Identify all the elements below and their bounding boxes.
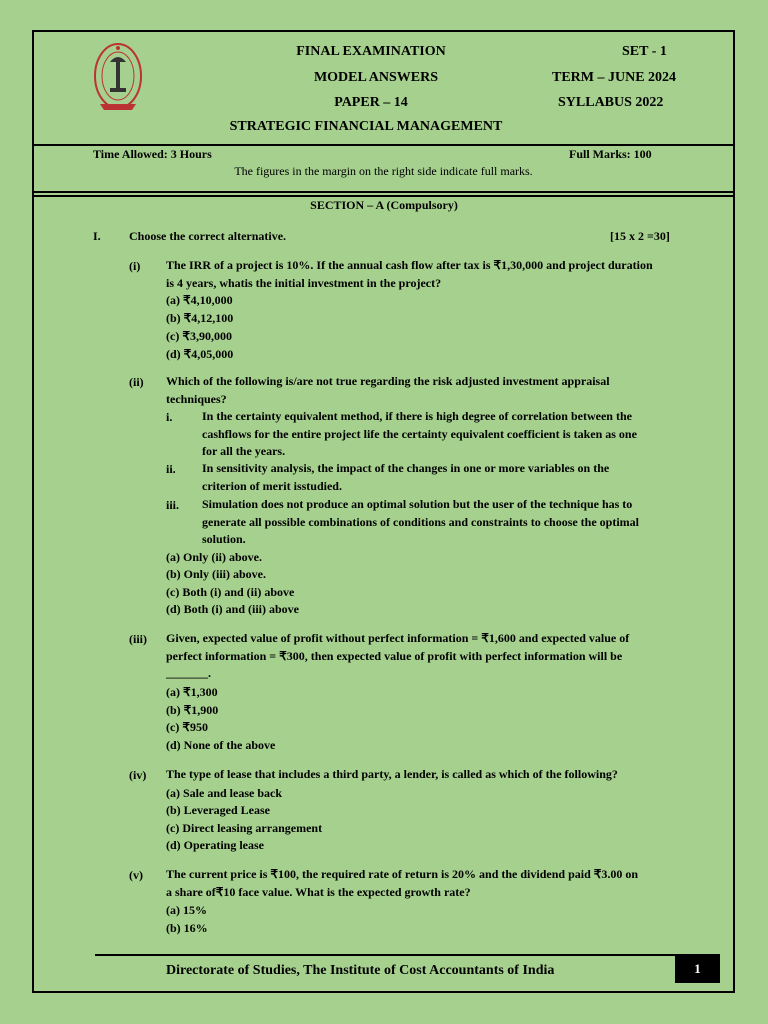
option: (a) ₹4,10,000 (166, 293, 233, 307)
option: (a) 15% (166, 903, 207, 917)
subitem-text (202, 496, 674, 549)
header-title-4: STRATEGIC FINANCIAL MANAGEMENT (229, 119, 503, 134)
question-line: perfect information = ₹300, then expected value of profit with perfect information will be (166, 648, 623, 663)
option: (d) Operating lease (166, 838, 264, 852)
option: (a) Sale and lease back (166, 786, 283, 800)
question-line: The IRR of a project is 10%. If the annual cash flow after tax is ₹1,30,000 and project duration (166, 258, 653, 272)
question-line: techniques? (166, 391, 227, 406)
question-text (166, 630, 674, 683)
option: (a) Only (ii) above. (166, 550, 262, 564)
question-line: a share of₹10 face value. What is the expected growth rate? (166, 884, 471, 899)
page-number: 1 (675, 954, 720, 983)
header-title-1: FINAL EXAMINATION (296, 44, 446, 59)
divider (34, 195, 733, 197)
section-title: SECTION – A (Compulsory) (310, 198, 458, 212)
subitem-line: In the certainty equivalent method, if there is high degree of correlation between the (202, 409, 632, 423)
section-marks: [15 x 2 =30] (610, 229, 670, 243)
question-line: Given, expected value of profit without perfect information = ₹1,600 and expected value of (166, 631, 630, 645)
set-label: SET - 1 (622, 44, 667, 59)
question-line: is 4 years, whatis the initial investment in the project? (166, 275, 442, 290)
question-number: (v) (129, 868, 143, 882)
marks-note: The figures in the margin on the right side indicate full marks. (234, 164, 533, 178)
info-bar (34, 145, 733, 193)
option: (d) ₹4,05,000 (166, 347, 234, 361)
option: (c) ₹950 (166, 720, 208, 734)
subitem-number: ii. (166, 462, 176, 476)
header-title-3: PAPER – 14 (334, 95, 408, 110)
subitem-number: iii. (166, 498, 180, 512)
question-text (166, 373, 674, 408)
question-line: The current price is ₹100, the required rate of return is 20% and the dividend paid ₹3.00 on (166, 867, 639, 881)
question-line: The type of lease that includes a third party, a lender, is called as which of the following? (166, 767, 618, 781)
subitem-number: i. (166, 410, 173, 424)
subitem-line: solution. (202, 532, 246, 546)
full-marks: Full Marks: 100 (569, 147, 652, 161)
question-number: (i) (129, 259, 141, 273)
option: (d) Both (i) and (iii) above (166, 602, 300, 616)
option: (a) ₹1,300 (166, 685, 218, 699)
option: (c) Both (i) and (ii) above (166, 585, 295, 599)
option: (b) ₹4,12,100 (166, 311, 234, 325)
option: (c) Direct leasing arrangement (166, 821, 323, 835)
section-num: I. (93, 229, 101, 243)
subitem-text (202, 408, 674, 461)
question-number: (ii) (129, 375, 144, 389)
option: (b) 16% (166, 921, 208, 935)
subitem-line: In sensitivity analysis, the impact of the changes in one or more variables on the (202, 461, 610, 475)
subitem-line: Simulation does not produce an optimal solution but the user of the technique has to (202, 497, 633, 511)
question-line: Which of the following is/are not true regarding the risk adjusted investment appraisal (166, 374, 610, 388)
option: (b) Only (iii) above. (166, 567, 267, 581)
subitem-line: criterion of merit isstudied. (202, 478, 342, 493)
option: (d) None of the above (166, 738, 276, 752)
section-instruction: Choose the correct alternative. (129, 229, 287, 243)
option: (b) ₹1,900 (166, 703, 219, 717)
question-text (166, 766, 674, 784)
option: (b) Leveraged Lease (166, 803, 270, 817)
syllabus-label: SYLLABUS 2022 (558, 95, 664, 110)
question-number: (iii) (129, 632, 147, 646)
header-title-2: MODEL ANSWERS (313, 70, 439, 85)
footer-text: Directorate of Studies, The Institute of Cost Accountants of India (166, 963, 555, 978)
subitem-line: generate all possible combinations of conditions and constraints to choose the optimal (202, 514, 640, 529)
header (34, 32, 733, 146)
question-text (166, 257, 674, 292)
time-allowed: Time Allowed: 3 Hours (93, 147, 212, 161)
question-number: (iv) (129, 768, 147, 782)
question-line: _______. (166, 666, 211, 680)
subitem-text (202, 460, 674, 495)
term-label: TERM – JUNE 2024 (552, 70, 677, 85)
subitem-line: cashflows for the entire project life the certainty equivalent coefficient is taken as one (202, 426, 637, 441)
footer-rule (95, 954, 675, 956)
question-text (166, 866, 674, 901)
subitem-line: for all the years. (202, 444, 286, 458)
option: (c) ₹3,90,000 (166, 329, 232, 343)
